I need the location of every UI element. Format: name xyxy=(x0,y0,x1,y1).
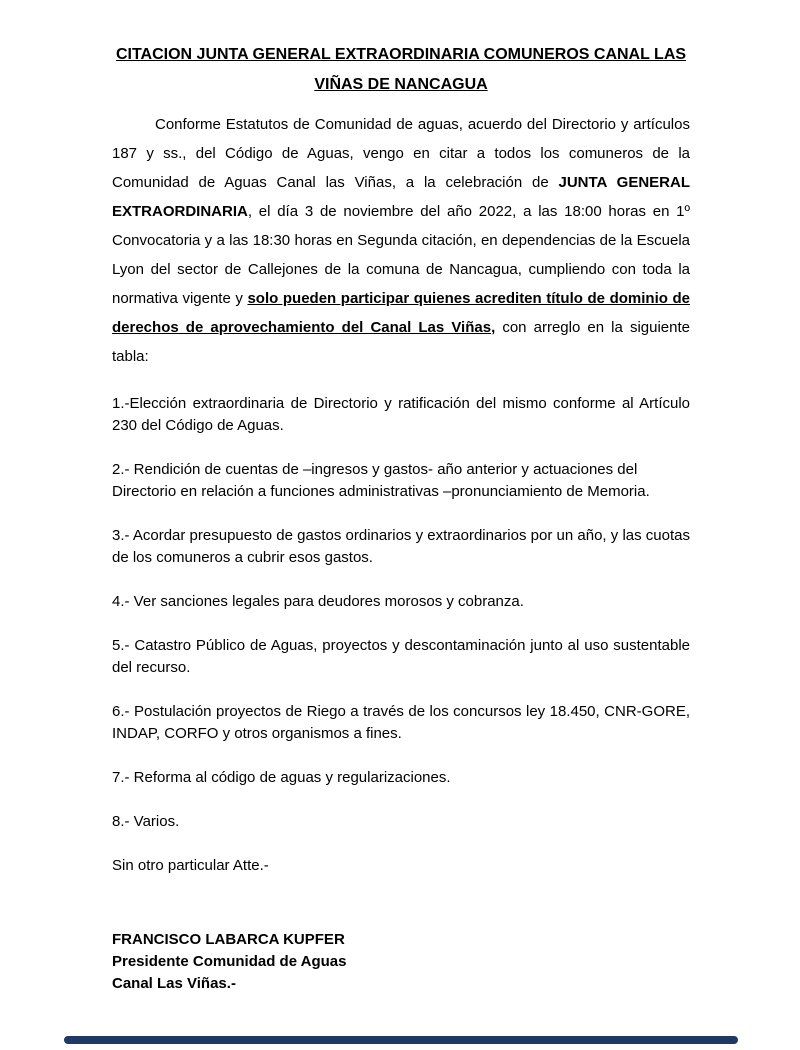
signature-organization: Canal Las Viñas.- xyxy=(112,975,236,992)
agenda-list xyxy=(112,393,690,833)
document-title-line-2: VIÑAS DE NANCAGUA xyxy=(314,76,488,93)
document-title-line-1: CITACION JUNTA GENERAL EXTRAORDINARIA COMUNEROS CANAL LAS xyxy=(115,46,687,63)
closing-line: Sin otro particular Atte.- xyxy=(112,857,269,874)
agenda-item-2: 2.- Rendición de cuentas de –ingresos y gastos- año anterior y actuaciones del Directorio en relación a funciones administrativas –pronunciamiento de Memoria. xyxy=(112,461,650,500)
agenda-item-6: 6.- Postulación proyectos de Riego a través de los concursos ley 18.450, CNR-GORE, INDAP, CORFO y otros organismos a fines. xyxy=(112,703,690,742)
signature-role: Presidente Comunidad de Aguas xyxy=(112,953,347,970)
agenda-item-7: 7.- Reforma al código de aguas y regularizaciones. xyxy=(112,769,451,786)
document-title xyxy=(112,40,690,100)
agenda-item-4: 4.- Ver sanciones legales para deudores morosos y cobranza. xyxy=(112,593,524,610)
intro-segment-regular-1: Conforme Estatutos de Comunidad de aguas, acuerdo del Directorio y artículos 187 y ss., del Código de Aguas, vengo en citar a todos los comuneros de la Comunidad de Aguas Canal las Viñas, a la celebración de xyxy=(112,116,690,191)
agenda-item-8: 8.- Varios. xyxy=(112,813,180,830)
agenda-item-3: 3.- Acordar presupuesto de gastos ordinarios y extraordinarios por un año, y las cuotas de los comuneros a cubrir esos gastos. xyxy=(112,527,690,566)
intro-segment-regular-3: con arreglo en la siguiente tabla: xyxy=(112,319,690,365)
agenda-item-5: 5.- Catastro Público de Aguas, proyectos y descontaminación junto al uso sustentable del recurso. xyxy=(112,637,690,676)
intro-segment-bold-underlined: solo pueden participar quienes acrediten título de dominio de derechos de aprovechamiento del Canal Las Viñas, xyxy=(112,290,690,336)
intro-segment-bold: JUNTA GENERAL EXTRAORDINARIA xyxy=(112,174,690,220)
intro-segment-regular-2: , el día 3 de noviembre del año 2022, a las 18:00 horas en 1º Convocatoria y a las 18:30 horas en Segunda citación, en dependencias de la Escuela Lyon del sector de Callejones de la comuna de Nancagua, cumpliendo con toda la normativa vigente y xyxy=(112,203,690,307)
agenda-item-1: 1.-Elección extraordinaria de Directorio y ratificación del mismo conforme al Artículo 230 del Código de Aguas. xyxy=(112,395,690,434)
footer-rule xyxy=(64,1036,738,1044)
intro-paragraph xyxy=(112,110,690,371)
signature-block xyxy=(112,929,690,995)
signature-name: FRANCISCO LABARCA KUPFER xyxy=(112,931,345,948)
